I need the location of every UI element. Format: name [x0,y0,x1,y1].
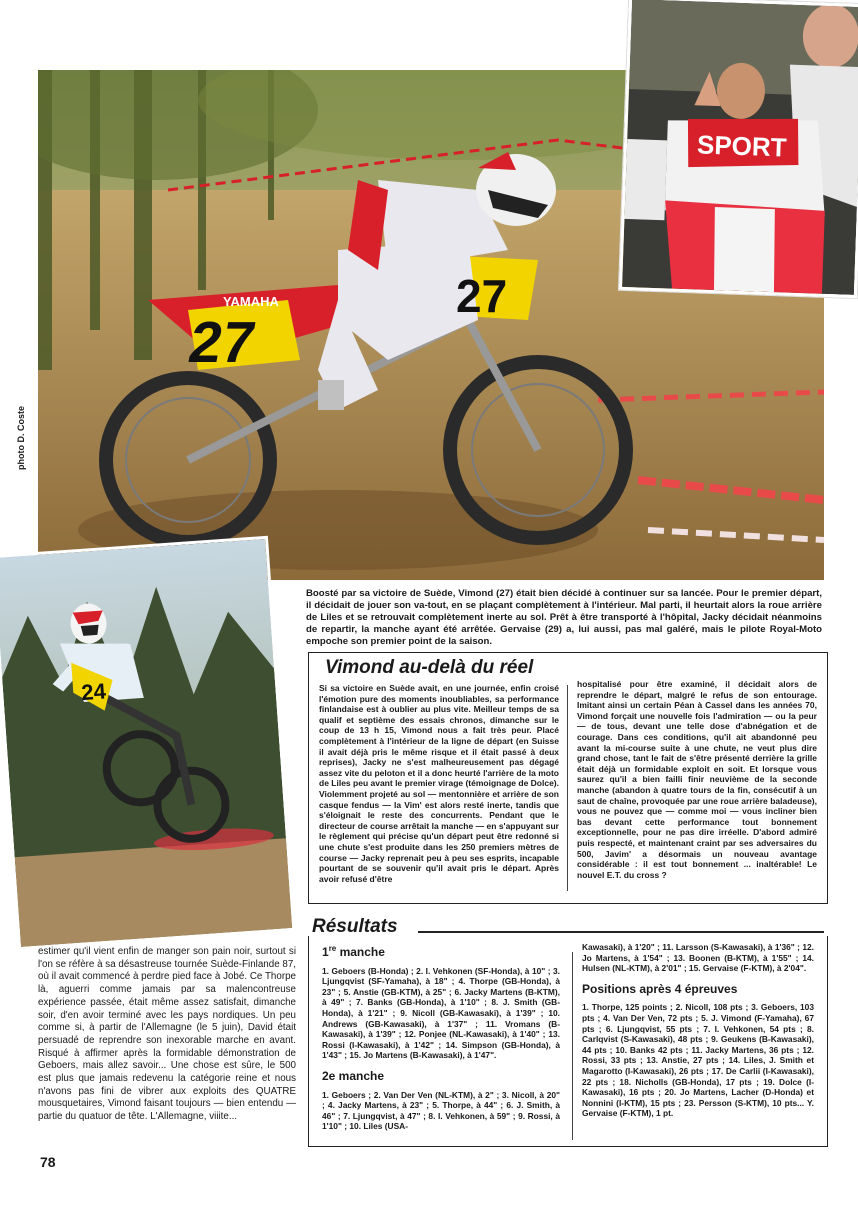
article-column-2: hospitalisé pour être examiné, il décidait alors de reprendre le départ, malgré le refus de son entourage. Imitant ainsi un certain Péan à Cassel dans les années 70, Vimond forçait une nouvelle fois l'admiration — ou la peur — de tous, devant une telle dose d'abnégation et de courage. Dans ces conditions, qu'il ait abandonné peu avant la mi-course suite à une chute, ne veut plus dire grand chose, tant le fait de s'être présenté derrière la grille était déjà un formidable exploit en soit. Et lorsque vous saurez qu'il a bien failli finir neuvième de la seconde manche (abandon à quatre tours de la fin, consécutif à un saut de chaîne, provoquée par une roue arrière baladeuse), vous ne pouvez que — comme moi — vous incliner bien bas devant cette performance tout bonnement exceptionnelle, pour ne pas dire irréelle. D'abord admiré puis respecté, et maintenant craint par ses adversaires du 500, Javim' a désormais un nouveau avantage considérable : il est tout bonnement ... inaltérable! Le nouvel E.T. du cross ? [577,679,817,880]
manche1-results: 1. Geboers (B-Honda) ; 2. I. Vehkonen (SF-Honda), à 10" ; 3. Ljungqvist (SF-Yamaha), à 18" ; 4. Thorpe (GB-Honda), à 23" ; 5. Anstie (GB-KTM), à 25" ; 6. Jacky Martens (B-KTM), à 49" ; 7. Banks (GB-Honda), à 1'10" ; 8. J. Smith (GB-Honda), à 1'21" ; 9. Nicoll (GB-Kawasaki), à 1'39" ; 10. Andrews (GB-Kawasaki), à 1'37" ; 11. Vromans (B-Kawasaki), à 1'39" ; 12. Ponjee (NL-Kawasaki), à 1'40" ; 13. Rossi (I-Kawasaki), à 1'42" ; 14. Simpson (GB-Honda), à 1'43" ; 15. Jo Martens (B-Kawasaki), à 1'47". [322,965,560,1061]
article-box [308,652,828,904]
rider-jump-photo [0,536,295,950]
manche2-results: 1. Geboers ; 2. Van Der Ven (NL-KTM), à 2" ; 3. Nicoll, à 20" ; 4. Jacky Martens, à 23" ; 5. Thorpe, à 44" ; 6. J. Smith, à 46" ; 7. Ljungqvist, à 47" ; 8. I. Vehkonen, à 59" ; 9. Rossi, à 1'10" ; 10. Liles (USA- [322,1089,560,1132]
results-title: Résultats [312,916,398,937]
bike-number-front: 27 [456,270,508,322]
results-divider [572,952,573,1140]
page-number: 78 [40,1154,56,1170]
photo-caption: Boosté par sa victoire de Suède, Vimond (27) était bien décidé à continuer sur sa lancée. Pour le premier départ, il décidait de jouer son va-tout, en se plaçant complètement à l'intérieur. Mal parti, il heurtait alors la roue arrière de Liles et se retrouvait complètement inerte au sol. Prêt à être transporté à l'hôpital, Jacky décidait néanmoins de repartir, la manche ayant été arrêtée. Gervaise (29) a, lui aussi, pas mal galéré, mais le pilote Royal-Moto empoche son premier point de la saison. [306,588,822,647]
manche1-heading: 1re manche [322,944,385,959]
results-column-1 [322,942,560,1142]
manche2-results-continued: Kawasaki), à 1'20" ; 11. Larsson (S-Kawasaki), à 1'36" ; 12. Jo Martens, à 1'54" ; 13. Boonen (B-KTM), à 1'55" ; 14. Hulsen (NL-KTM), à 2'01" ; 15. Gervaise (F-KTM), à 2'04". [582,942,814,974]
positions-results: 1. Thorpe, 125 points ; 2. Nicoll, 108 pts ; 3. Geboers, 103 pts ; 4. Van Der Ven, 72 pts ; 5. J. Vimond (F-Yamaha), 67 pts ; 6. Ljungqvist, 55 pts ; 7. I. Vehkonen, 54 pts ; 8. Carlqvist (S-Kawasaki), 48 pts ; 9. Geukens (B-Kawasaki), 44 pts ; 10. Banks 42 pts ; 11. Jacky Martens, 36 pts ; 12. Rossi, 33 pts ; 13. Anstie, 27 pts ; 14. Liles, J. Smith et Magarotto (I-Kawasaki), 26 pts ; 17. De Carlii (I-Kawasaki), 22 pts ; 18. Nicholls (GB-Honda), 17 pts ; 19. Dolce (I-Kawasaki), 16 pts ; 20. Jo Martens, Lacher (D-Honda) et Nonnini (I-KTM), 15 pts ; 23. Persson (S-KTM), 10 pts... Y. Gervaise (F-KTM), 1 pt. [582,1002,814,1119]
jump-bike-number: 24 [80,678,107,706]
article-title: Vimond au-delà du réel [321,657,537,679]
shirt-text: SPORT [696,129,788,163]
rider-portrait-photo [619,0,858,298]
results-rule [418,931,824,933]
column-divider [567,685,568,891]
results-column-2 [582,942,814,1129]
bike-number-side: 27 [184,310,261,375]
article-column-1: Si sa victoire en Suède avait, en une journée, enfin croisé l'émotion pure des moments inoubliables, sa performance finlandaise est à oublier au plus vite. Meilleur temps de sa qualif et septième des essais chronos, dimanche sur le coup de 13 h 15, Vimond nous a fait très peur. Placé complètement à l'intérieur de la ligne de départ (en Suisse il avait déjà pris le même risque et il était passé à deux reprises), Jacky ne s'est malheureusement pas dégagé assez vite du peloton et il a donc heurté l'arrière de la moto de Liles peu avant le premier virage (témoignage de Dolce). Violemment projeté au sol — mentonnière et arrière de son casque fendus — la Vim' est alors resté inerte, tandis que s'éloignait le reste des concurrents. Pendant que le directeur de course arrêtait la manche — en s'appuyant sur le règlement qui précise qu'un départ peut être redonné si une chute s'est produite dans les 250 premiers mètres de course — Jacky reprenait peu à peu ses esprits, incapable pourtant de se souvenir qu'il avait pris le départ. Après avoir refusé d'être [319,683,559,884]
body-text-left: estimer qu'il vient enfin de manger son pain noir, surtout si l'on se réfère à sa désastreuse tournée Suède-Finlande 87, où il avait commencé à perdre pied face à Jobé. Ce Thorpe là, aguerri comme jamais par sa malencontreuse expérience passée, était même assez satisfait, dimanche soir, d'en avoir terminé avec les pays nordiques. Un peu comme si, à partir de l'Allemagne (le 5 juin), David était persuadé de reprendre son inexorable marche en avant. Risqué à affirmer après la formidable démonstration de Geboers, mais allez savoir... Une chose est sûre, le 500 est plus que jamais redevenu la catégorie reine et nous n'avons pas fini de vibrer aux exploits des QUATRE mousquetaires, Vimond faisant toujours — bien entendu — partie du quatuor de tête. L'Allemagne, viiite... [38,946,296,1123]
photo-credit: photo D. Coste [16,406,26,470]
bike-brand-label: YAMAHA [223,294,279,309]
manche2-heading: 2e manche [322,1068,385,1083]
positions-heading: Positions après 4 épreuves [582,981,738,996]
